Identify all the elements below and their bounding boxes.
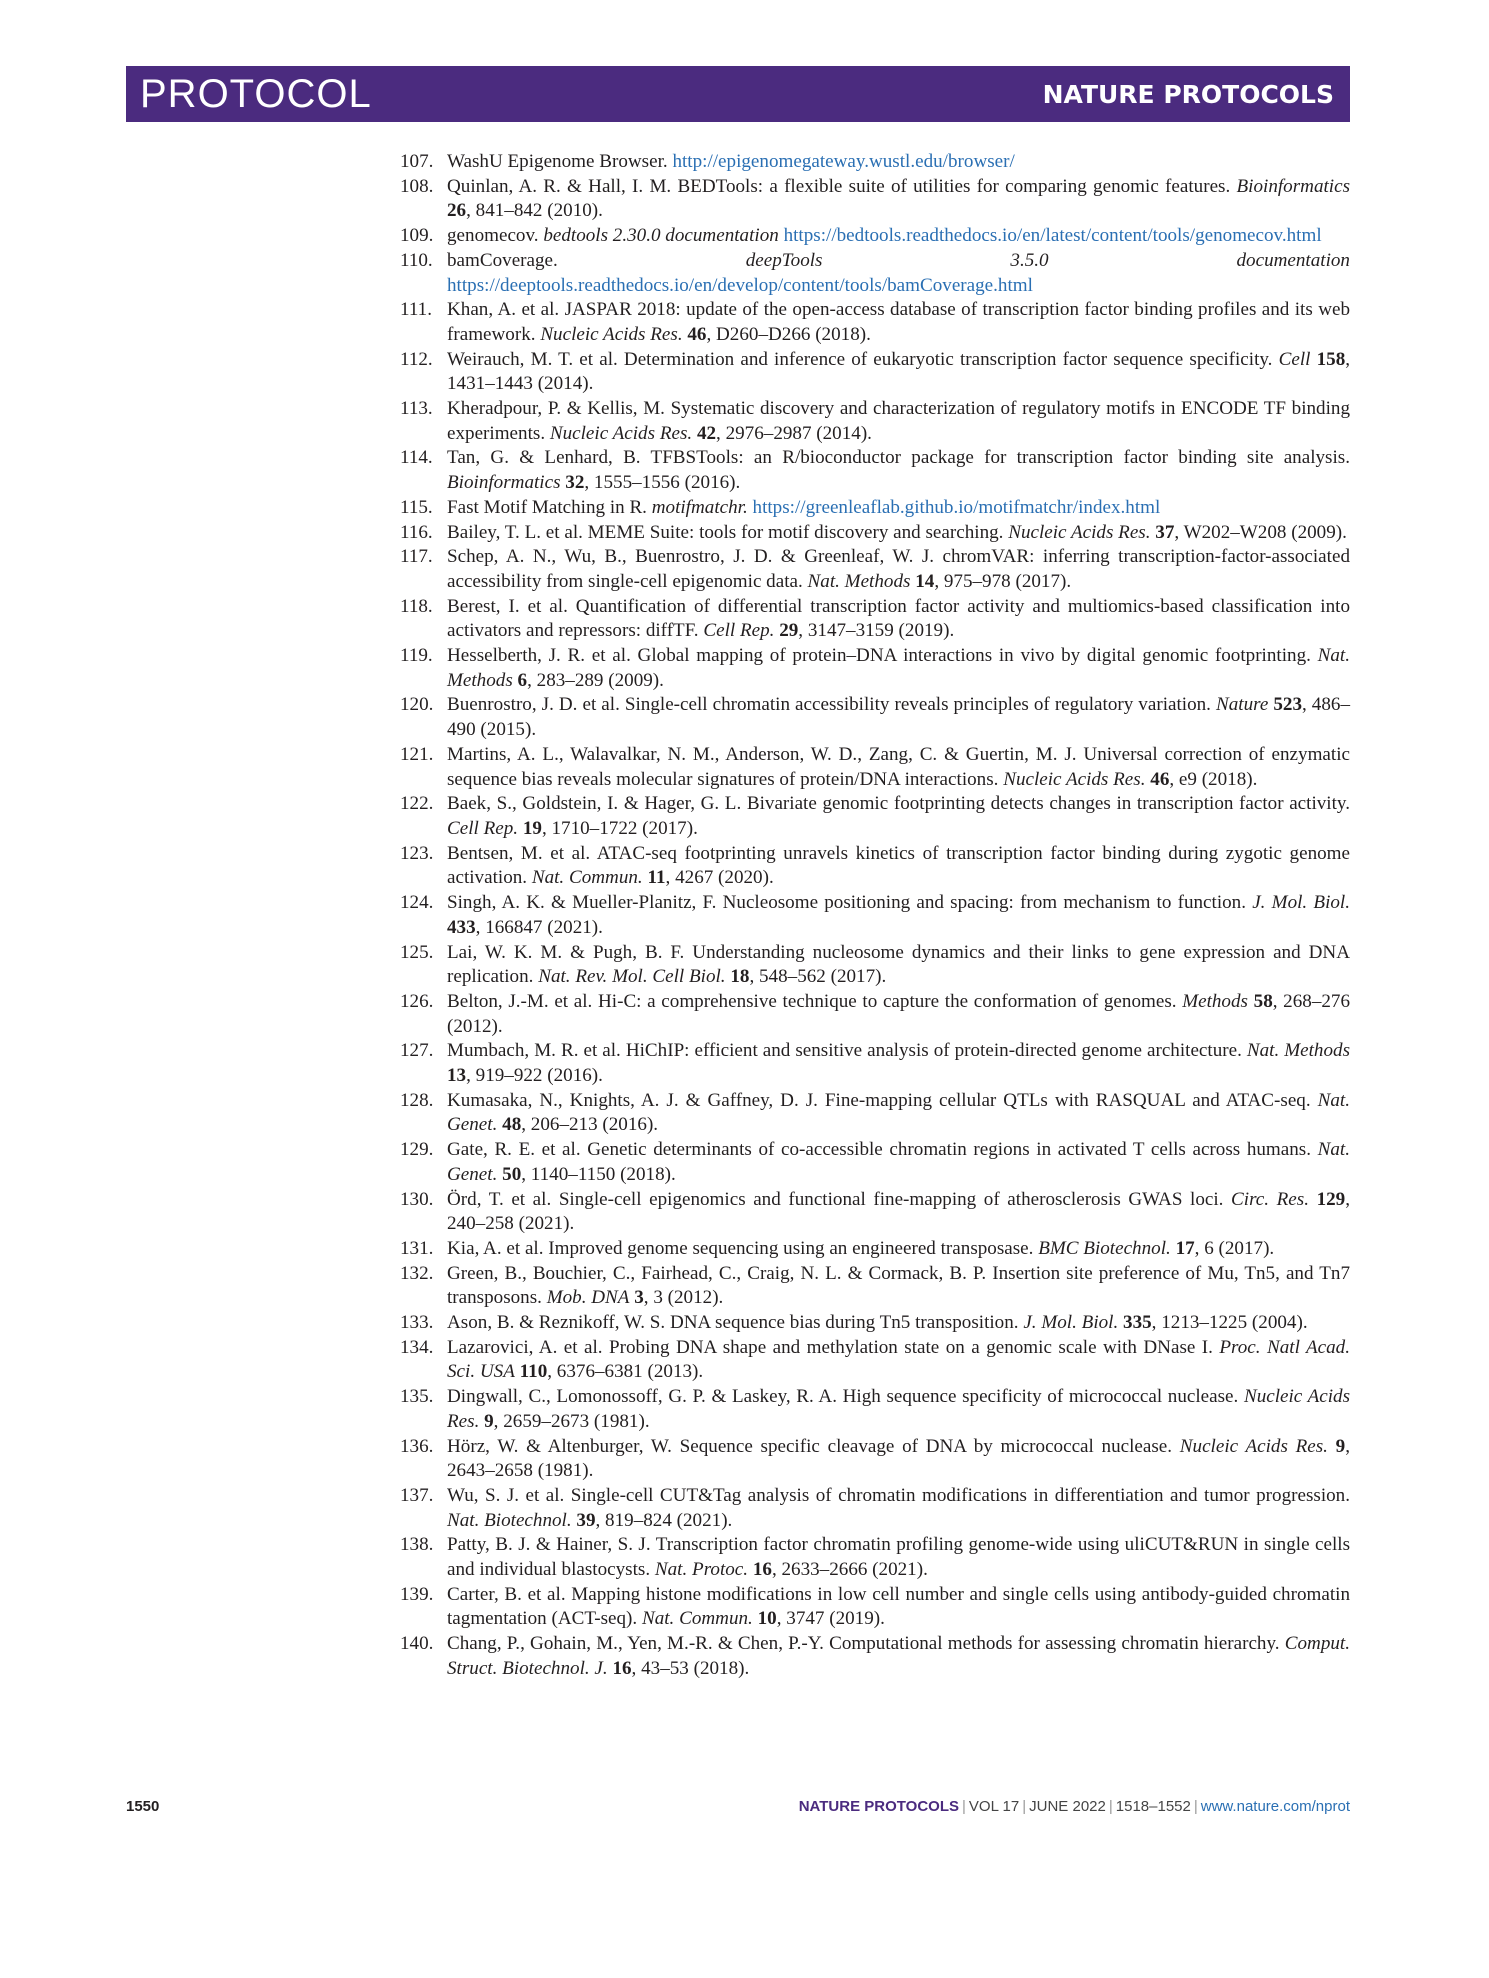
reference-number: 120. [400, 694, 434, 716]
reference-journal: J. Mol. Biol. [1023, 1312, 1119, 1334]
reference-item [400, 1632, 1350, 1681]
reference-number: 131. [400, 1237, 434, 1259]
reference-volume: 16 [752, 1559, 772, 1581]
reference-pages: , 1555–1556 (2016). [584, 472, 741, 494]
reference-item [400, 891, 1350, 940]
reference-journal: Nat. Commun. [641, 1608, 753, 1630]
reference-journal: Nucleic Acids Res. [540, 323, 683, 345]
reference-number: 111. [400, 299, 432, 321]
reference-link[interactable]: https://bedtools.readthedocs.io/en/latest/content/tools/genomecov.html [783, 225, 1322, 247]
reference-volume: 16 [612, 1657, 632, 1679]
reference-journal: Bioinformatics [1236, 175, 1350, 197]
reference-pages: , 206–213 (2016). [521, 1114, 659, 1136]
reference-journal: Nucleic Acids Res. [447, 1386, 1350, 1432]
reference-volume: 19 [522, 817, 542, 839]
reference-text: Kheradpour, P. & Kellis, M. Systematic discovery and characterization of regulatory motifs in ENCODE TF binding experiments. [447, 398, 1350, 444]
reference-item [400, 941, 1350, 990]
reference-volume: 523 [1273, 694, 1302, 716]
reference-volume: 6 [517, 669, 528, 691]
reference-item [400, 446, 1350, 495]
reference-number: 137. [400, 1484, 434, 1506]
reference-journal: Nat. Commun. [531, 867, 643, 889]
reference-volume: 158 [1316, 348, 1346, 370]
reference-pages: , 3 (2012). [643, 1287, 724, 1309]
reference-number: 133. [400, 1312, 434, 1334]
journal-name: NATURE PROTOCOLS [1042, 80, 1334, 109]
reference-text: Quinlan, A. R. & Hall, I. M. BEDTools: a flexible suite of utilities for comparing genomic features. [447, 175, 1237, 197]
reference-text: Tan, G. & Lenhard, B. TFBSTools: an R/bioconductor package for transcription factor binding site analysis. [447, 447, 1350, 469]
reference-text: Lazarovici, A. et al. Probing DNA shape and methylation state on a genomic scale with DNase I. [447, 1336, 1220, 1358]
reference-item [400, 1138, 1350, 1187]
reference-item [400, 348, 1350, 397]
reference-text: Belton, J.-M. et al. Hi-C: a comprehensive technique to capture the conformation of genomes. [447, 990, 1183, 1012]
reference-text: Wu, S. J. et al. Single-cell CUT&Tag analysis of chromatin modifications in differentiation and tumor progression. [447, 1484, 1350, 1506]
reference-volume: 10 [757, 1608, 777, 1630]
reference-number: 138. [400, 1534, 434, 1556]
reference-item [400, 842, 1350, 891]
reference-text: Carter, B. et al. Mapping histone modifications in low cell number and single cells using antibody-guided chromatin tagmentation (ACT-seq). [447, 1583, 1350, 1630]
reference-item [400, 545, 1350, 594]
reference-pages: , 43–53 (2018). [631, 1657, 750, 1679]
reference-item [400, 792, 1350, 841]
footer-pages: 1518–1552 [1115, 1798, 1191, 1815]
reference-text: Fast Motif Matching in R. [447, 496, 652, 518]
reference-text: Schep, A. N., Wu, B., Buenrostro, J. D. & Greenleaf, W. J. chromVAR: inferring transcription-factor-associated accessibility from single-cell epigenomic data. [447, 546, 1350, 592]
reference-text: Hesselberth, J. R. et al. Global mapping of protein–DNA interactions in vivo by digital genomic footprinting. [447, 645, 1318, 667]
page-number: 1550 [126, 1798, 160, 1815]
reference-journal: bedtools 2.30.0 documentation [543, 225, 779, 247]
reference-number: 117. [400, 546, 433, 568]
reference-text: Khan, A. et al. JASPAR 2018: update of the open-access database of transcription factor binding profiles and its web framework. [447, 299, 1350, 345]
reference-journal: Proc. Natl Acad. Sci. USA [447, 1336, 1351, 1383]
reference-volume: 26 [447, 200, 467, 222]
reference-item [400, 693, 1350, 742]
reference-number: 129. [400, 1139, 434, 1161]
reference-text: Berest, I. et al. Quantification of differential transcription factor activity and multiomics-based classification into activators and repressors: diffTF. [447, 595, 1350, 642]
reference-journal: Methods [1182, 990, 1248, 1012]
reference-journal: Cell Rep. [703, 620, 775, 642]
reference-pages: , 919–922 (2016). [466, 1065, 603, 1087]
reference-journal: Mob. DNA [546, 1287, 630, 1309]
reference-journal: Nucleic Acids Res. [549, 422, 693, 444]
reference-number: 109. [400, 225, 434, 247]
section-label: PROTOCOL [140, 72, 372, 116]
reference-number: 115. [400, 496, 433, 518]
reference-number: 125. [400, 941, 434, 963]
reference-number: 132. [400, 1262, 434, 1284]
reference-journal: Nucleic Acids Res. [1008, 521, 1151, 543]
reference-pages: , 2643–2658 (1981). [447, 1435, 1350, 1482]
reference-number: 114. [400, 447, 433, 469]
reference-journal: Bioinformatics [447, 472, 561, 494]
reference-number: 118. [400, 595, 433, 617]
reference-text: genomecov. [447, 225, 544, 247]
reference-item [400, 1336, 1350, 1385]
reference-volume: 3 [634, 1287, 644, 1309]
reference-text: Baek, S., Goldstein, I. & Hager, G. L. Bivariate genomic footprinting detects changes in transcription factor activity. [447, 793, 1350, 815]
reference-journal: Nat. Methods [807, 570, 911, 592]
header-banner [126, 66, 1350, 122]
reference-text: Bentsen, M. et al. ATAC-seq footprinting unravels kinetics of transcription factor binding during zygotic genome activation. [447, 842, 1350, 889]
reference-number: 130. [400, 1188, 434, 1210]
reference-journal: Nat. Methods [447, 645, 1350, 691]
reference-pages: , 3147–3159 (2019). [798, 620, 955, 642]
reference-pages: , 6 (2017). [1194, 1237, 1275, 1259]
reference-item [400, 1533, 1350, 1582]
reference-item [400, 397, 1350, 446]
reference-item [400, 1262, 1350, 1311]
reference-item [400, 521, 1350, 546]
reference-number: 127. [400, 1040, 434, 1062]
reference-text: Hörz, W. & Altenburger, W. Sequence specific cleavage of DNA by micrococcal nuclease. [447, 1435, 1180, 1457]
reference-pages: , 548–562 (2017). [749, 966, 887, 988]
reference-journal: J. Mol. Biol. [1252, 892, 1350, 914]
reference-journal: Nucleic Acids Res. [1179, 1435, 1328, 1457]
reference-number: 113. [400, 398, 433, 420]
reference-number: 136. [400, 1435, 434, 1457]
reference-item [400, 1237, 1350, 1262]
reference-pages: , 1140–1150 (2018). [521, 1163, 676, 1185]
reference-text: Weirauch, M. T. et al. Determination and inference of eukaryotic transcription factor sequence specificity. [447, 348, 1279, 370]
reference-volume: 129 [1316, 1188, 1346, 1210]
reference-pages: , W202–W208 (2009). [1174, 521, 1347, 543]
reference-volume: 11 [647, 867, 666, 889]
page-footer [126, 1798, 1350, 1822]
reference-item [400, 743, 1350, 792]
reference-volume: 18 [730, 966, 750, 988]
reference-item [400, 1089, 1350, 1138]
reference-text: Ason, B. & Reznikoff, W. S. DNA sequence bias during Tn5 transposition. [447, 1312, 1024, 1334]
reference-volume: 13 [447, 1065, 467, 1087]
reference-journal: Circ. Res. [1231, 1188, 1309, 1210]
reference-item [400, 1311, 1350, 1336]
reference-number: 107. [400, 151, 434, 172]
reference-volume: 9 [1335, 1435, 1346, 1457]
reference-item [400, 1039, 1350, 1088]
reference-item [400, 990, 1350, 1039]
reference-number: 126. [400, 990, 434, 1012]
reference-pages: , 975–978 (2017). [934, 570, 1072, 592]
reference-item [400, 595, 1350, 644]
reference-pages: , e9 (2018). [1169, 768, 1258, 790]
reference-pages: , 268–276 (2012). [447, 990, 1351, 1037]
reference-number: 134. [400, 1336, 434, 1358]
reference-item [400, 175, 1350, 224]
reference-number: 123. [400, 842, 434, 864]
reference-item [400, 1583, 1350, 1632]
reference-journal: BMC Biotechnol. [1038, 1237, 1171, 1259]
reference-text: Lai, W. K. M. & Pugh, B. F. Understanding nucleosome dynamics and their links to gene expression and DNA replication. [447, 941, 1350, 988]
reference-text: Dingwall, C., Lomonossoff, G. P. & Laskey, R. A. High sequence specificity of micrococcal nuclease. [447, 1386, 1244, 1408]
reference-volume: 39 [576, 1509, 596, 1531]
reference-number: 128. [400, 1089, 434, 1111]
reference-item [400, 1188, 1350, 1237]
reference-number: 124. [400, 892, 434, 914]
reference-text: Singh, A. K. & Mueller-Planitz, F. Nucleosome positioning and spacing: from mechanism to function. [447, 892, 1253, 914]
reference-link[interactable]: https://greenleaflab.github.io/motifmatchr/index.html [752, 496, 1161, 518]
reference-pages: , 6376–6381 (2013). [547, 1361, 704, 1383]
reference-number: 116. [400, 521, 433, 543]
reference-volume: 29 [779, 620, 799, 642]
reference-journal: Nat. Protoc. [654, 1559, 749, 1581]
reference-item [400, 644, 1350, 693]
reference-item [400, 298, 1350, 347]
reference-volume: 46 [687, 323, 707, 345]
reference-volume: 42 [696, 422, 717, 444]
reference-link[interactable]: https://deeptools.readthedocs.io/en/develop/content/tools/bamCoverage.html [447, 274, 1033, 296]
reference-volume: 37 [1155, 521, 1175, 543]
footer-citation: NATURE PROTOCOLS | VOL 17 | JUNE 2022 | 1518–1552 | www.nature.com/nprot [798, 1798, 1350, 1815]
reference-text: Green, B., Bouchier, C., Fairhead, C., Craig, N. L. & Cormack, B. P. Insertion site preference of Mu, Tn5, and Tn7 transposons. [447, 1262, 1350, 1309]
reference-text: Buenrostro, J. D. et al. Single-cell chromatin accessibility reveals principles of regulatory variation. [447, 694, 1216, 716]
reference-journal: Nat. Biotechnol. [447, 1509, 572, 1531]
reference-number: 108. [400, 175, 434, 197]
reference-volume: 48 [502, 1114, 522, 1136]
reference-volume: 14 [915, 570, 935, 592]
reference-volume: 32 [565, 472, 585, 494]
reference-number: 122. [400, 793, 434, 815]
reference-pages: , 819–824 (2021). [595, 1509, 733, 1531]
reference-pages: , 3747 (2019). [776, 1608, 885, 1630]
reference-journal: Nat. Genet. [447, 1139, 1350, 1185]
reference-volume: 9 [484, 1410, 494, 1432]
reference-pages: , 1431–1443 (2014). [447, 348, 1351, 395]
reference-volume: 17 [1175, 1237, 1195, 1259]
reference-journal: Nature [1215, 694, 1269, 716]
reference-journal: Nucleic Acids Res. [1003, 768, 1146, 790]
reference-volume: 433 [447, 916, 476, 938]
reference-journal: deepTools 3.5.0 documentation [745, 249, 1350, 271]
reference-number: 112. [400, 348, 433, 370]
reference-number: 119. [400, 645, 433, 667]
reference-number: 135. [400, 1386, 434, 1408]
reference-pages: , 2976–2987 (2014). [716, 422, 872, 444]
reference-number: 140. [400, 1633, 434, 1655]
reference-pages: , 240–258 (2021). [447, 1188, 1350, 1235]
reference-pages: , 283–289 (2009). [527, 669, 664, 691]
reference-pages: , D260–D266 (2018). [706, 323, 871, 345]
reference-text: Bailey, T. L. et al. MEME Suite: tools for motif discovery and searching. [447, 521, 1009, 543]
reference-pages: , 2659–2673 (1981). [493, 1410, 650, 1432]
reference-journal: Cell [1278, 348, 1311, 370]
reference-volume: 335 [1123, 1312, 1152, 1334]
reference-link[interactable]: http://epigenomegateway.wustl.edu/browser/ [672, 151, 1015, 172]
reference-journal: Comput. Struct. Biotechnol. J. [447, 1633, 1350, 1679]
reference-pages: , 1710–1722 (2017). [541, 817, 698, 839]
reference-text: Chang, P., Gohain, M., Yen, M.-R. & Chen, P.-Y. Computational methods for assessing chromatin hierarchy. [447, 1633, 1285, 1655]
reference-text: Martins, A. L., Walavalkar, N. M., Anderson, W. D., Zang, C. & Guertin, M. J. Universal correction of enzymatic sequence bias reveals molecular signatures of protein/DNA interactions. [447, 743, 1350, 790]
reference-number: 110. [400, 249, 433, 271]
reference-journal: Cell Rep. [447, 817, 519, 839]
footer-journal: NATURE PROTOCOLS [798, 1798, 960, 1815]
reference-number: 139. [400, 1583, 434, 1605]
footer-date: JUNE 2022 [1029, 1798, 1106, 1815]
reference-volume: 58 [1253, 990, 1273, 1012]
reference-item [400, 1385, 1350, 1434]
reference-journal: Nat. Genet. [447, 1089, 1350, 1136]
reference-item [400, 1435, 1350, 1484]
reference-item [400, 496, 1350, 521]
reference-list [400, 150, 1350, 1682]
reference-pages: , 2633–2666 (2021). [771, 1559, 928, 1581]
reference-volume: 110 [519, 1361, 548, 1383]
reference-journal: Nat. Rev. Mol. Cell Biol. [538, 966, 726, 988]
footer-volume: VOL 17 [968, 1798, 1020, 1815]
reference-text: Patty, B. J. & Hainer, S. J. Transcription factor chromatin profiling genome-wide using uliCUT&RUN in single cells and individual blastocysts. [447, 1534, 1350, 1581]
reference-pages: , 841–842 (2010). [466, 200, 603, 222]
reference-item [400, 150, 1350, 175]
footer-website-link[interactable]: www.nature.com/nprot [1200, 1798, 1350, 1815]
reference-volume: 46 [1150, 768, 1170, 790]
reference-pages: , 1213–1225 (2004). [1151, 1312, 1308, 1334]
reference-journal: Nat. Methods [1246, 1040, 1351, 1062]
reference-journal: motifmatchr. [651, 496, 748, 518]
reference-text: Kumasaka, N., Knights, A. J. & Gaffney, D. J. Fine-mapping cellular QTLs with RASQUAL and ATAC-seq. [447, 1089, 1318, 1111]
reference-pages: , 4267 (2020). [665, 867, 774, 889]
reference-item [400, 1484, 1350, 1533]
reference-text: bamCoverage. [447, 249, 746, 271]
reference-pages: , 166847 (2021). [475, 916, 603, 938]
reference-text: Örd, T. et al. Single-cell epigenomics and functional fine-mapping of atherosclerosis GWAS loci. [447, 1188, 1232, 1210]
reference-volume: 50 [502, 1163, 522, 1185]
reference-text: Kia, A. et al. Improved genome sequencing using an engineered transposase. [447, 1237, 1039, 1259]
reference-item [400, 224, 1350, 249]
reference-text: Mumbach, M. R. et al. HiChIP: efficient and sensitive analysis of protein-directed genome architecture. [447, 1040, 1247, 1062]
reference-pages: , 486–490 (2015). [447, 694, 1350, 741]
reference-text: WashU Epigenome Browser. [447, 151, 673, 172]
reference-item [400, 249, 1350, 298]
reference-number: 121. [400, 743, 434, 765]
reference-text: Gate, R. E. et al. Genetic determinants of co-accessible chromatin regions in activated T cells across humans. [447, 1139, 1318, 1161]
